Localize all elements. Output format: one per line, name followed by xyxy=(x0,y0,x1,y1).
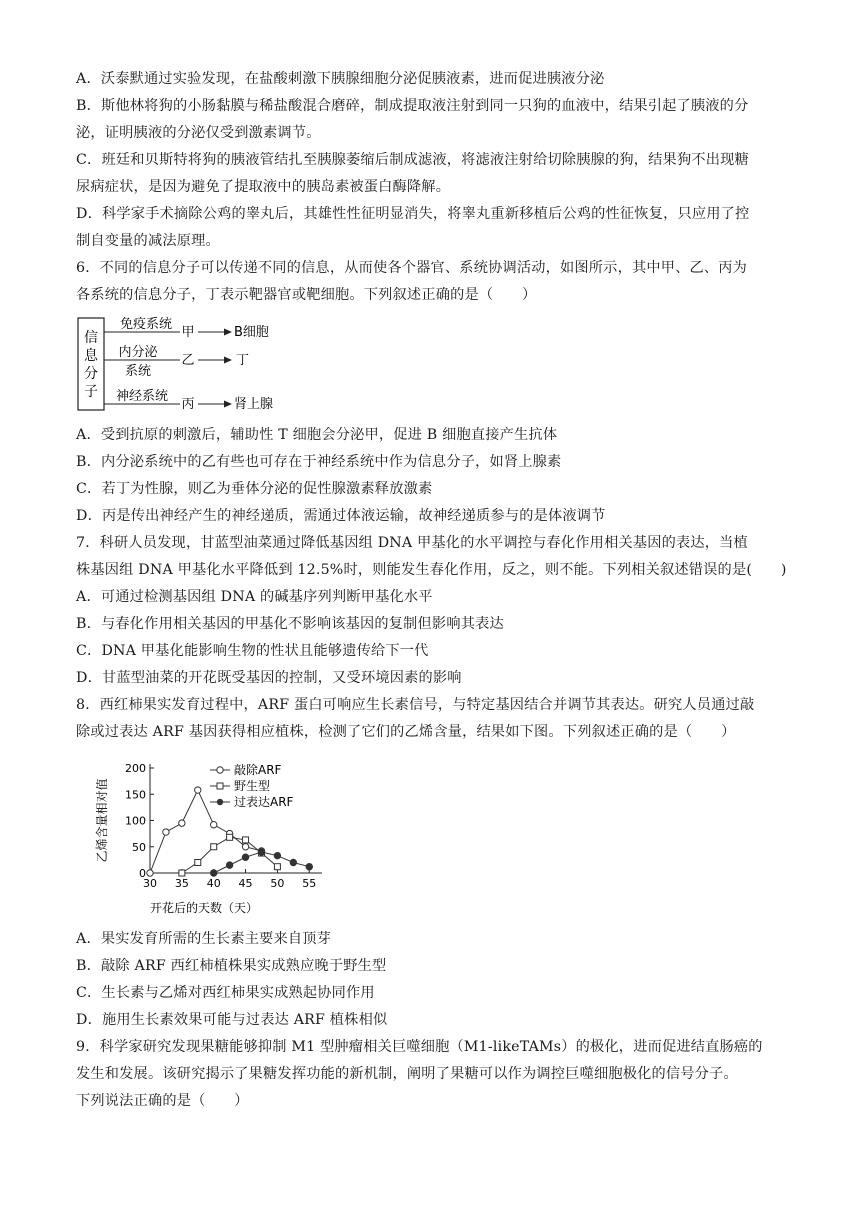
y-tick-label: 150 xyxy=(125,788,146,802)
data-point xyxy=(227,834,233,840)
data-point xyxy=(195,860,201,866)
y-tick-label: 200 xyxy=(125,762,146,775)
target-ding: 丁 xyxy=(236,353,250,368)
x-tick-label: 55 xyxy=(302,877,317,890)
q6-stem-cont: 各系统的信息分子，丁表示靶器官或靶细胞。下列叙述正确的是（ ） xyxy=(76,287,537,303)
q5-option-d: D．科学家手术摘除公鸡的睾丸后，其雄性性征明显消失，将睾丸重新移植后公鸡的性征恢复，只应用了控 xyxy=(76,206,750,222)
row1-arrowhead xyxy=(224,329,232,336)
q8-option-d: D．施用生长素效果可能与过表达 ARF 植株相似 xyxy=(76,1012,388,1028)
immune-system-label: 免疫系统 xyxy=(119,317,173,332)
q9-stem: 9．科学家研究发现果糖能够抑制 M1 型肿瘤相关巨噬细胞（M1-likeTAMs）的极化，进而促进结直肠癌的 xyxy=(76,1039,763,1055)
row3-arrowhead xyxy=(224,401,232,408)
q7-stem-cont: 株基因组 DNA 甲基化水平降低到 12.5%时，则能发生春化作用，反之，则不能。下列相关叙述错误的是( ) xyxy=(76,562,787,578)
molecule-yi: 乙 xyxy=(181,353,195,368)
q5-option-d-cont: 制自变量的减法原理。 xyxy=(76,233,220,249)
q6-option-b: B．内分泌系统中的乙有些也可存在于神经系统中作为信息分子，如肾上腺素 xyxy=(76,454,562,470)
q7-option-a: A．可通过检测基因组 DNA 的碱基序列判断甲基化水平 xyxy=(76,589,433,605)
q6-option-c: C．若丁为性腺，则乙为垂体分泌的促性腺激素释放激素 xyxy=(76,481,433,497)
data-point xyxy=(243,837,249,843)
q7-option-d: D．甘蓝型油菜的开花既受基因的控制，又受环境因素的影响 xyxy=(76,670,462,686)
legend-label: 过表达ARF xyxy=(234,795,294,809)
data-point xyxy=(211,844,217,850)
x-tick-label: 30 xyxy=(143,877,157,890)
data-point xyxy=(306,864,312,870)
chart-legend xyxy=(210,762,294,809)
row2-arrowhead xyxy=(224,357,232,364)
x-tick-label: 40 xyxy=(206,877,221,890)
q6-option-d: D．丙是传出神经产生的神经递质，需通过体液运输，故神经递质参与的是体液调节 xyxy=(76,508,606,524)
endocrine-system-label-2: 系统 xyxy=(124,364,152,379)
q5-option-a: A．沃泰默通过实验发现，在盐酸刺激下胰腺细胞分泌促胰液素，进而促进胰液分泌 xyxy=(76,71,605,87)
endocrine-system-label-1: 内分泌 xyxy=(118,345,158,360)
data-point xyxy=(179,870,185,876)
x-tick-label: 35 xyxy=(174,877,189,890)
data-point xyxy=(242,854,248,860)
box-char-2: 息 xyxy=(84,348,98,364)
q5-option-b-cont: 泌，证明胰液的分泌仅受到激素调节。 xyxy=(76,125,321,141)
data-point xyxy=(195,787,201,793)
y-axis-label: 乙烯含量相对值 xyxy=(95,778,109,863)
nervous-system-label: 神经系统 xyxy=(115,389,169,404)
x-axis-label: 开花后的天数（天） xyxy=(149,901,259,915)
x-tick-label: 45 xyxy=(238,877,253,890)
q7-option-c: C．DNA 甲基化能影响生物的性状且能够遗传给下一代 xyxy=(76,643,429,659)
q8-option-a: A．果实发育所需的生长素主要来自顶芽 xyxy=(76,931,332,947)
chart-axes xyxy=(125,762,322,890)
y-tick-label: 0 xyxy=(139,867,146,880)
data-point xyxy=(179,820,185,826)
box-char-1: 信 xyxy=(84,330,98,346)
data-point xyxy=(147,870,153,876)
y-tick-label: 50 xyxy=(132,840,146,854)
q5-option-c: C．班廷和贝斯特将狗的胰液管结扎至胰腺萎缩后制成滤液，将滤液注射给切除胰腺的狗，结果狗不出现糖 xyxy=(76,152,749,168)
q7-stem: 7．科研人员发现，甘蓝型油菜通过降低基因组 DNA 甲基化的水平调控与春化作用相关基因的表达，当植 xyxy=(76,535,748,551)
molecule-jia: 甲 xyxy=(181,325,195,340)
x-tick-label: 50 xyxy=(270,877,285,890)
q7-option-b: B．与春化作用相关基因的甲基化不影响该基因的复制但影响其表达 xyxy=(76,616,504,632)
signal-molecule-diagram xyxy=(76,314,296,414)
target-b-cell: B细胞 xyxy=(234,325,269,340)
q5-option-c-cont: 尿病症状，是因为避免了提取液中的胰岛素被蛋白酶降解。 xyxy=(76,179,451,195)
q9-stem-cont2: 下列说法正确的是（ ） xyxy=(76,1093,249,1109)
legend-marker xyxy=(217,767,223,773)
q6-stem: 6．不同的信息分子可以传递不同的信息，从而使各个器官、系统协调活动，如图所示，其中甲、乙、丙为 xyxy=(76,260,748,276)
legend-marker xyxy=(217,783,223,789)
legend-label: 野生型 xyxy=(234,779,271,793)
data-point xyxy=(211,870,217,876)
ethylene-chart xyxy=(92,760,332,918)
q6-option-a: A．受到抗原的刺激后，辅助性 T 细胞会分泌甲，促进 B 细胞直接产生抗体 xyxy=(76,427,558,443)
data-point xyxy=(258,849,264,855)
molecule-bing: 丙 xyxy=(181,397,195,412)
q8-stem: 8．西红柿果实发育过程中，ARF 蛋白可响应生长素信号，与特定基因结合并调节其表达。研究人员通过敲 xyxy=(76,697,755,713)
data-point xyxy=(290,859,296,865)
data-point xyxy=(211,822,217,828)
data-point xyxy=(226,862,232,868)
q8-option-c: C．生长素与乙烯对西红柿果实成熟起协同作用 xyxy=(76,985,375,1001)
q8-stem-cont: 除或过表达 ARF 基因获得相应植株，检测了它们的乙烯含量，结果如下图。下列叙述正确的是（ ） xyxy=(76,724,736,740)
legend-label: 敲除ARF xyxy=(234,763,282,777)
data-point xyxy=(274,852,280,858)
data-point xyxy=(242,844,248,850)
legend-marker xyxy=(217,799,223,805)
y-tick-label: 100 xyxy=(125,814,146,828)
target-adrenal: 肾上腺 xyxy=(234,397,274,412)
q5-option-b: B．斯他林将狗的小肠黏膜与稀盐酸混合磨碎，制成提取液注射到同一只狗的血液中，结果引起了胰液的分 xyxy=(76,98,749,114)
q9-stem-cont: 发生和发展。该研究揭示了果糖发挥功能的新机制，阐明了果糖可以作为调控巨噬细胞极化的信号分子。 xyxy=(76,1066,738,1082)
box-char-4: 子 xyxy=(84,384,98,400)
q8-option-b: B．敲除 ARF 西红柿植株果实成熟应晚于野生型 xyxy=(76,958,387,974)
data-point xyxy=(274,864,280,870)
box-char-3: 分 xyxy=(84,366,98,382)
data-point xyxy=(163,829,169,835)
